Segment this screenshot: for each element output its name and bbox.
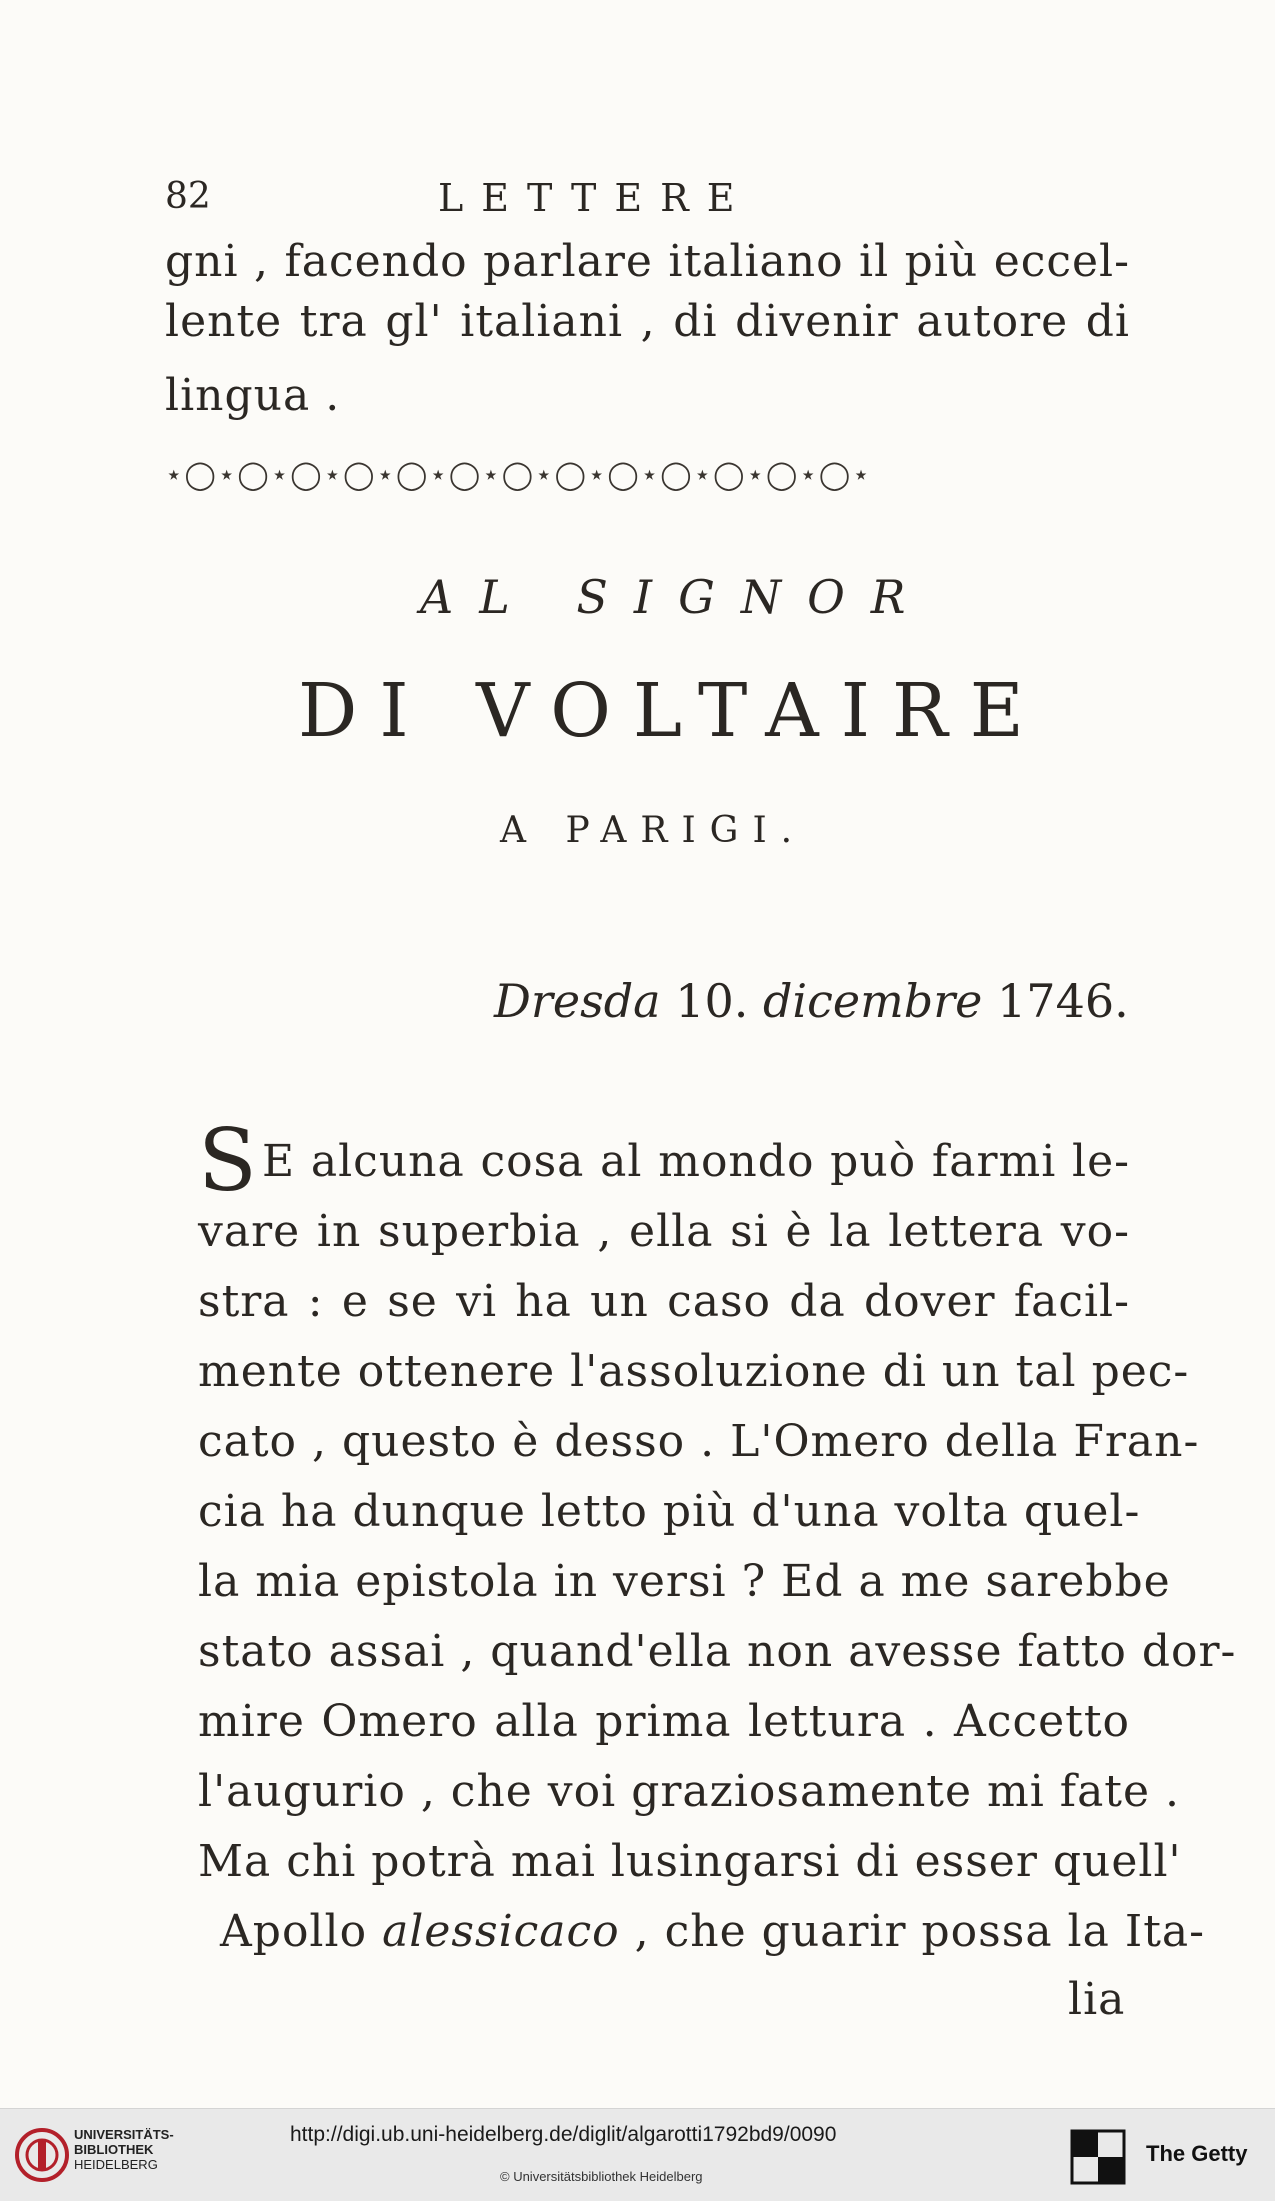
institution-name bbox=[74, 2127, 174, 2172]
letter-line: stato assai , quand'ella non avesse fatto dor- bbox=[198, 1626, 1237, 1677]
letter-line: l'augurio , che voi graziosamente mi fate . bbox=[198, 1766, 1180, 1817]
letter-line: vare in superbia , ella si è la lettera vo- bbox=[198, 1206, 1130, 1257]
address-line-2: DI VOLTAIRE bbox=[298, 668, 1046, 754]
ornament-divider: ⋆◯⋆◯⋆◯⋆◯⋆◯⋆◯⋆◯⋆◯⋆◯⋆◯⋆◯⋆◯⋆◯⋆ bbox=[165, 458, 872, 491]
date-month: dicembre bbox=[762, 974, 983, 1028]
opening-line: lingua . bbox=[165, 370, 341, 421]
letter-line-first: E alcuna cosa al mondo può farmi le- bbox=[262, 1136, 1130, 1187]
opening-line: gni , facendo parlare italiano il più eccel- bbox=[165, 236, 1130, 287]
permalink-url[interactable]: http://digi.ub.uni-heidelberg.de/diglit/algarotti1792bd9/0090 bbox=[290, 2123, 837, 2146]
date-place: Dresda bbox=[494, 974, 661, 1028]
letter-line: Ma chi potrà mai lusingarsi di esser quell' bbox=[198, 1836, 1182, 1887]
viewer-footer bbox=[0, 2108, 1275, 2201]
address-line-1: AL SIGNOR bbox=[420, 570, 932, 624]
university-seal-icon bbox=[14, 2127, 70, 2183]
letter-line-last bbox=[220, 1906, 1205, 1957]
institution-line-2: BIBLIOTHEK bbox=[74, 2142, 154, 2157]
drop-cap: S bbox=[198, 1111, 257, 1211]
dateline bbox=[494, 974, 1129, 1028]
date-year: 1746. bbox=[997, 974, 1129, 1028]
last-line-after: , che guarir possa la Ita- bbox=[634, 1906, 1205, 1957]
getty-logo-icon bbox=[1068, 2127, 1128, 2187]
catchword: lia bbox=[1068, 1974, 1126, 2025]
letter-line: stra : e se vi ha un caso da dover facil- bbox=[198, 1276, 1130, 1327]
running-head: LETTERE bbox=[438, 176, 753, 220]
page-number: 82 bbox=[165, 176, 211, 217]
last-line-before: Apollo bbox=[220, 1906, 368, 1957]
letter-line: mente ottenere l'assoluzione di un tal pec- bbox=[198, 1346, 1190, 1397]
last-line-italic: alessicaco bbox=[382, 1906, 620, 1957]
letter-line: cato , questo è desso . L'Omero della Fran- bbox=[198, 1416, 1200, 1467]
opening-line: lente tra gl' italiani , di divenir autore di bbox=[165, 296, 1130, 347]
copyright-notice: © Universitätsbibliothek Heidelberg bbox=[500, 2169, 703, 2184]
letter-line: cia ha dunque letto più d'una volta quel- bbox=[198, 1486, 1141, 1537]
institution-line-3: HEIDELBERG bbox=[74, 2157, 158, 2172]
address-line-3: A PARIGI. bbox=[500, 810, 807, 851]
date-day: 10. bbox=[675, 974, 749, 1028]
institution-line-1: UNIVERSITÄTS- bbox=[74, 2127, 174, 2142]
letter-line: mire Omero alla prima lettura . Accetto bbox=[198, 1696, 1130, 1747]
letter-line: la mia epistola in versi ? Ed a me sarebbe bbox=[198, 1556, 1171, 1607]
partner-name: The Getty bbox=[1146, 2141, 1248, 2166]
